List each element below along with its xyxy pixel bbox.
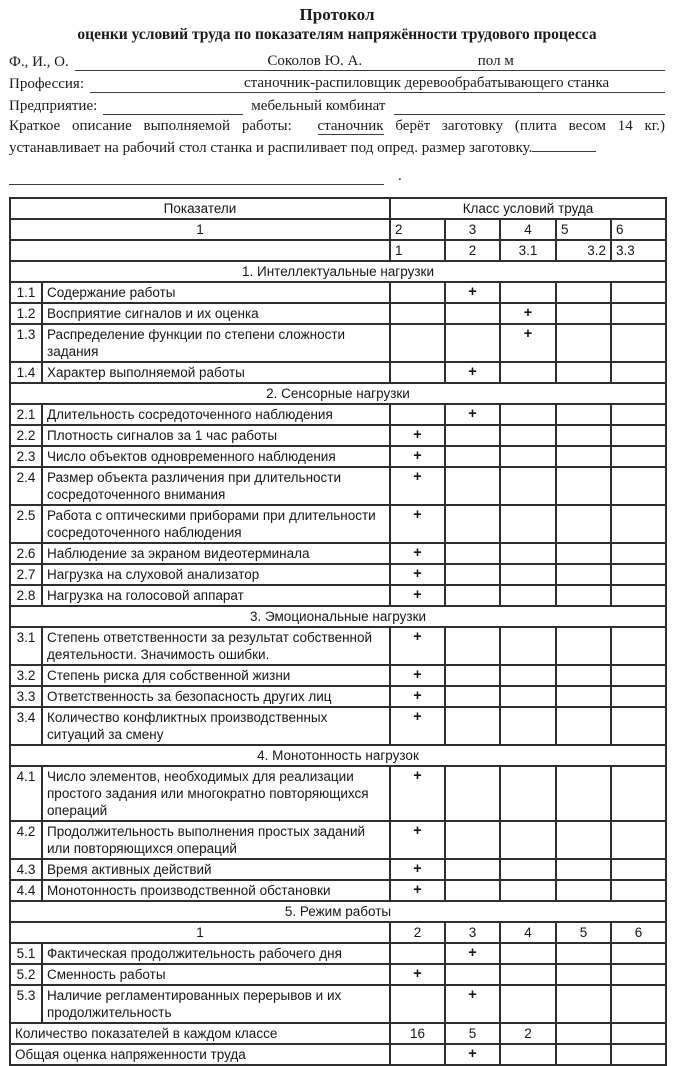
indicator-label: Работа с оптическими приборами при длительности сосредоточенного наблюдения [42,505,390,543]
class-mark-cell [556,543,611,564]
blank-line [368,53,472,71]
class-mark-cell [500,859,556,880]
class-mark-cell [445,859,500,880]
section-title: 3. Эмоциональные нагрузки [10,606,666,627]
class-mark-cell [611,766,666,821]
indicator-label: Наблюдение за экраном видеотерминала [42,543,390,564]
table-body [10,261,666,1065]
repeat-column-number: 4 [500,922,556,943]
indicator-number: 2.4 [10,467,42,505]
item-row [10,943,666,964]
summary-row [10,1044,666,1065]
class-mark-cell: + [390,821,445,859]
indicator-label: Ответственность за безопасность других лиц [42,686,390,707]
class-mark-cell: + [390,859,445,880]
indicator-label: Нагрузка на слуховой анализатор [42,564,390,585]
class-mark-cell: + [500,324,556,362]
class-mark-cell [500,543,556,564]
summary-value-cell: 2 [500,1023,556,1044]
class-mark-cell [611,564,666,585]
class-mark-cell [500,425,556,446]
class-mark-cell [500,467,556,505]
profession-value: станочник-распиловщик деревообрабатывающего станка [238,75,665,93]
document-title: Протокол [299,5,375,24]
class-mark-cell [611,859,666,880]
class-mark-cell [445,686,500,707]
summary-value-cell [556,1044,611,1065]
class-mark-cell [390,943,445,964]
class-mark-cell [500,564,556,585]
fio-value: Соколов Ю. А. [261,53,368,71]
class-mark-cell [611,707,666,745]
class-mark-cell [611,324,666,362]
column-number: 4 [500,219,556,240]
summary-value-cell [556,1023,611,1044]
class-mark-cell [611,627,666,665]
summary-value-cell: 16 [390,1023,445,1044]
class-mark-cell [556,505,611,543]
summary-value-cell [500,1044,556,1065]
enterprise-label: Предприятие: [9,98,98,114]
item-row [10,467,666,505]
item-row [10,821,666,859]
class-mark-cell [556,362,611,383]
column-number: 2 [390,219,445,240]
item-row [10,564,666,585]
class-mark-cell [611,943,666,964]
class-mark-cell [500,446,556,467]
header-row-groups [10,198,666,219]
indicator-number: 2.6 [10,543,42,564]
column-number: 3 [445,219,500,240]
indicator-label: Количество конфликтных производственных ситуаций за смену [42,707,390,745]
indicator-number: 5.1 [10,943,42,964]
class-mark-cell: + [390,564,445,585]
indicator-number: 4.1 [10,766,42,821]
indicator-label: Степень риска для собственной жизни [42,665,390,686]
empty-cell [10,240,390,261]
summary-value-cell [611,1023,666,1044]
class-mark-cell: + [390,627,445,665]
indicator-label: Число объектов одновременного наблюдения [42,446,390,467]
column-number: 5 [556,219,611,240]
class-grade: 3.3 [611,240,666,261]
item-row [10,627,666,665]
class-mark-cell [611,425,666,446]
header-row-grades [10,240,666,261]
class-grade: 3.1 [500,240,556,261]
blank-line [520,53,665,71]
work-description-label: Краткое описание выполняемой работы: [9,118,292,134]
indicator-number: 3.3 [10,686,42,707]
class-mark-cell [390,404,445,425]
class-mark-cell [445,766,500,821]
class-mark-cell [556,686,611,707]
class-mark-cell [500,665,556,686]
item-row [10,585,666,606]
class-mark-cell [500,880,556,901]
item-row [10,686,666,707]
class-mark-cell: + [390,686,445,707]
sex-value: пол м [472,53,520,71]
summary-value-cell [390,1044,445,1065]
indicator-number: 4.2 [10,821,42,859]
summary-value-cell: + [445,1044,500,1065]
indicator-label: Размер объекта различения при длительности сосредоточенного внимания [42,467,390,505]
class-mark-cell [611,964,666,985]
enterprise-line [9,93,665,115]
class-mark-cell [611,821,666,859]
class-mark-cell: + [390,505,445,543]
indicator-label: Длительность сосредоточенного наблюдения [42,404,390,425]
document-subtitle: оценки условий труда по показателям напряжённости трудового процесса [77,26,597,43]
class-mark-cell [556,859,611,880]
class-mark-cell: + [500,303,556,324]
class-grade: 1 [390,240,445,261]
indicator-label: Характер выполняемой работы [42,362,390,383]
class-mark-cell [556,665,611,686]
enterprise-value: мебельный комбинат [251,98,386,114]
indicator-number: 3.4 [10,707,42,745]
work-description [9,115,665,159]
class-mark-cell [500,585,556,606]
class-mark-cell [500,404,556,425]
class-mark-cell: + [445,943,500,964]
class-mark-cell [445,627,500,665]
class-mark-cell [611,303,666,324]
repeat-column-number: 6 [611,922,666,943]
class-mark-cell [556,282,611,303]
class-mark-cell [390,362,445,383]
class-mark-cell [556,766,611,821]
class-mark-cell: + [390,880,445,901]
blank-line [103,97,243,115]
indicator-number: 3.1 [10,627,42,665]
indicator-label: Сменность работы [42,964,390,985]
header-row-numbers [10,219,666,240]
class-mark-cell: + [390,425,445,446]
item-row [10,859,666,880]
class-mark-cell [500,686,556,707]
class-mark-cell [611,404,666,425]
colheader-row [10,922,666,943]
class-mark-cell [556,446,611,467]
summary-label: Общая оценка напряженности труда [10,1044,390,1065]
summary-value-cell: 5 [445,1023,500,1044]
summary-row [10,1023,666,1044]
class-mark-cell [445,707,500,745]
class-mark-cell: + [390,766,445,821]
class-mark-cell: + [445,282,500,303]
class-mark-cell [500,766,556,821]
item-row [10,985,666,1023]
class-mark-cell [390,985,445,1023]
indicator-number: 4.4 [10,880,42,901]
item-row [10,964,666,985]
class-mark-cell [500,627,556,665]
class-mark-cell [611,665,666,686]
class-mark-cell [611,985,666,1023]
indicator-number: 1.3 [10,324,42,362]
indicators-column-header: Показатели [10,198,390,219]
class-mark-cell [390,282,445,303]
indicator-label: Распределение функции по степени сложности задания [42,324,390,362]
class-mark-cell [556,985,611,1023]
section-row [10,901,666,922]
column-number: 6 [611,219,666,240]
class-mark-cell: + [445,985,500,1023]
item-row [10,707,666,745]
profession-line [9,71,665,93]
class-mark-cell [556,303,611,324]
class-mark-cell [556,880,611,901]
item-row [10,665,666,686]
class-mark-cell [445,964,500,985]
signature-blank-line [9,165,665,185]
fio-line [9,49,665,71]
class-mark-cell: + [390,446,445,467]
class-mark-cell: + [390,964,445,985]
blank-line [532,137,596,152]
class-mark-cell [500,964,556,985]
indicator-number: 2.8 [10,585,42,606]
class-mark-cell [445,446,500,467]
section-title: 2. Сенсорные нагрузки [10,383,666,404]
section-title: 1. Интеллектуальные нагрузки [10,261,666,282]
indicator-label: Фактическая продолжительность рабочего дня [42,943,390,964]
class-mark-cell [611,543,666,564]
section-row [10,745,666,766]
item-row [10,446,666,467]
indicator-label: Степень ответственности за результат собственной деятельности. Значимость ошибки. [42,627,390,665]
item-row [10,766,666,821]
item-row [10,880,666,901]
class-mark-cell [611,446,666,467]
class-mark-cell [556,324,611,362]
blank-line [9,167,384,185]
class-mark-cell [556,964,611,985]
indicator-label: Содержание работы [42,282,390,303]
item-row [10,425,666,446]
indicator-label: Плотность сигналов за 1 час работы [42,425,390,446]
blank-line [394,97,666,115]
indicator-label: Продолжительность выполнения простых заданий или повторяющихся операций [42,821,390,859]
class-mark-cell [611,585,666,606]
class-mark-cell [500,985,556,1023]
class-mark-cell [390,303,445,324]
item-row [10,282,666,303]
indicator-number: 1.2 [10,303,42,324]
indicator-number: 2.7 [10,564,42,585]
class-mark-cell [556,821,611,859]
class-mark-cell [611,282,666,303]
repeat-column-number: 1 [10,922,390,943]
class-mark-cell [556,707,611,745]
profession-label: Профессия: [9,76,84,92]
section-title: 5. Режим работы [10,901,666,922]
indicator-number: 1.1 [10,282,42,303]
class-mark-cell [611,686,666,707]
item-row [10,543,666,564]
indicator-number: 3.2 [10,665,42,686]
class-mark-cell [445,665,500,686]
indicator-number: 2.5 [10,505,42,543]
item-row [10,324,666,362]
class-mark-cell [445,324,500,362]
class-mark-cell [500,282,556,303]
class-mark-cell [390,324,445,362]
repeat-column-number: 3 [445,922,500,943]
work-description-underlined-word: станочник [317,118,384,134]
trailing-dot: . [398,168,402,184]
section-row [10,261,666,282]
class-mark-cell [445,585,500,606]
item-row [10,404,666,425]
indicator-label: Монотонность производственной обстановки [42,880,390,901]
class-mark-cell: + [390,665,445,686]
class-mark-cell [556,467,611,505]
class-mark-cell [445,303,500,324]
class-mark-cell [445,505,500,543]
class-mark-cell [445,821,500,859]
section-row [10,606,666,627]
work-description-text: берёт заготовку (плита весом 14 кг.) устанавливает на рабочий стол станка и распиливает под опред. размер заготовку. [9,118,665,156]
blank-line [75,53,262,71]
summary-label: Количество показателей в каждом классе [10,1023,390,1044]
indicator-label: Число элементов, необходимых для реализации простого задания или многократно повторяющихся операций [42,766,390,821]
indicator-number: 2.2 [10,425,42,446]
class-mark-cell [556,943,611,964]
class-mark-cell [445,467,500,505]
item-row [10,505,666,543]
class-mark-cell [556,627,611,665]
class-mark-cell [445,543,500,564]
repeat-column-number: 5 [556,922,611,943]
section-title: 4. Монотонность нагрузок [10,745,666,766]
class-group-header: Класс условий труда [390,198,666,219]
class-mark-cell: + [390,543,445,564]
class-mark-cell [611,362,666,383]
class-mark-cell [556,404,611,425]
item-row [10,303,666,324]
class-mark-cell [500,821,556,859]
indicator-label: Наличие регламентированных перерывов и их продолжительность [42,985,390,1023]
indicator-number: 1.4 [10,362,42,383]
indicator-number: 5.2 [10,964,42,985]
class-grade: 3.2 [556,240,611,261]
assessment-table [9,197,667,1066]
class-mark-cell [611,880,666,901]
blank-line [90,75,238,93]
class-mark-cell [500,943,556,964]
class-mark-cell: + [390,707,445,745]
class-mark-cell [556,585,611,606]
indicator-number: 2.1 [10,404,42,425]
summary-value-cell [611,1044,666,1065]
class-mark-cell: + [445,404,500,425]
class-mark-cell [445,564,500,585]
class-mark-cell [445,880,500,901]
indicator-label: Восприятие сигналов и их оценка [42,303,390,324]
class-mark-cell [611,467,666,505]
class-grade: 2 [445,240,500,261]
class-mark-cell: + [390,585,445,606]
class-mark-cell [500,707,556,745]
class-mark-cell [500,505,556,543]
class-mark-cell [556,425,611,446]
class-mark-cell [556,564,611,585]
class-mark-cell [445,425,500,446]
class-mark-cell [500,362,556,383]
class-mark-cell [611,505,666,543]
class-mark-cell: + [445,362,500,383]
item-row [10,362,666,383]
indicator-number: 4.3 [10,859,42,880]
column-number: 1 [10,219,390,240]
section-row [10,383,666,404]
indicator-number: 5.3 [10,985,42,1023]
repeat-column-number: 2 [390,922,445,943]
fio-label: Ф., И., О. [9,54,69,70]
indicator-label: Нагрузка на голосовой аппарат [42,585,390,606]
class-mark-cell: + [390,467,445,505]
indicator-label: Время активных действий [42,859,390,880]
indicator-number: 2.3 [10,446,42,467]
